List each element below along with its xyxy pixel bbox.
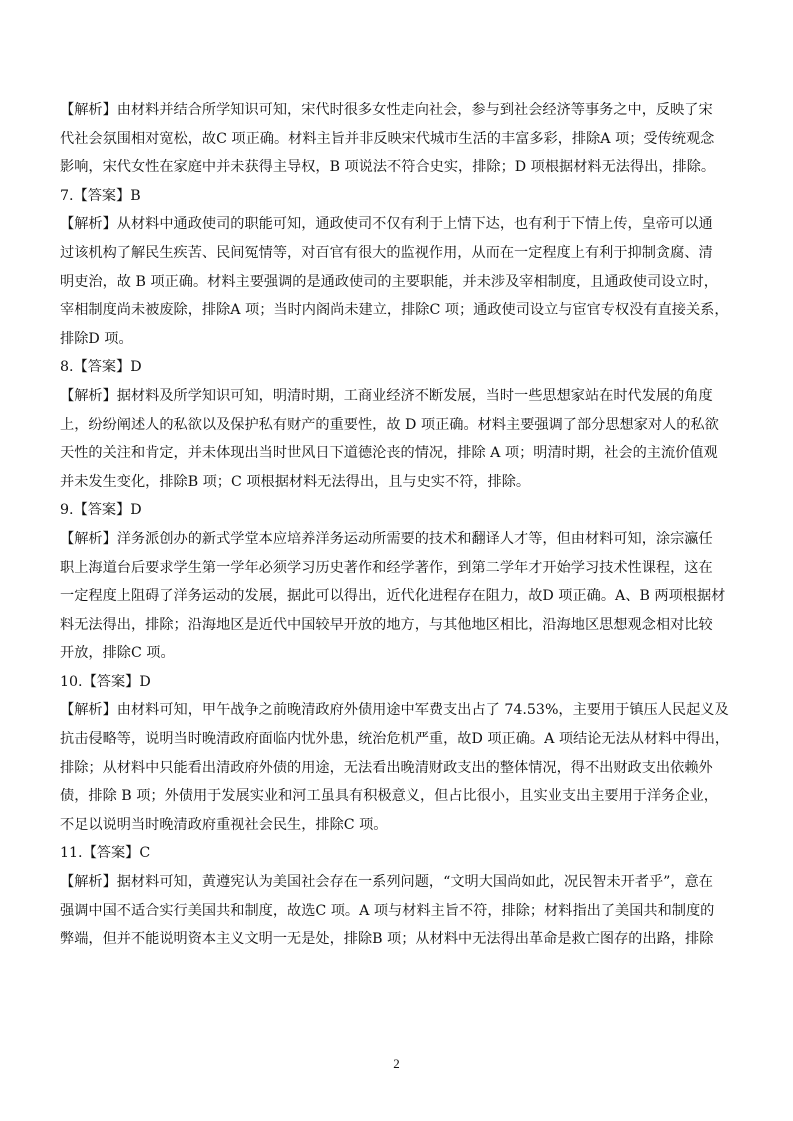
answer-heading: 9.【答案】D: [60, 502, 142, 519]
answer-heading: 8.【答案】D: [60, 359, 142, 376]
text-line: 影响，宋代女性在家庭中并未获得主导权，B 项说法不符合史实，排除；D 项根据材料无法得出，排除。: [60, 159, 716, 176]
text-line: 【解析】从材料中通政使司的职能可知，通政使司不仅有利于上情下达，也有利于下情上传，皇帝可以通: [60, 216, 713, 233]
answer-heading: 11.【答案】C: [60, 845, 151, 862]
text-line: 料无法得出，排除；沿海地区是近代中国较早开放的地方，与其他地区相比，沿海地区思想观念相对比较: [60, 616, 713, 633]
text-line: 【解析】由材料可知，甲午战争之前晚清政府外债用途中军费支出占了 74.53%，主要用于镇压人民起义及: [60, 702, 729, 719]
text-line: 【解析】洋务派创办的新式学堂本应培养洋务运动所需要的技术和翻译人才等，但由材料可知，涂宗瀛任: [60, 530, 713, 547]
text-line: 开放，排除C 项。: [60, 645, 175, 662]
text-line: 排除D 项。: [60, 330, 133, 347]
text-line: 一定程度上阻碍了洋务运动的发展，据此可以得出，近代化进程存在阻力，故D 项正确。A、B 两项根据材: [60, 588, 726, 605]
text-line: 上，纷纷阐述人的私欲以及保护私有财产的重要性，故 D 项正确。材料主要强调了部分思想家对人的私欲: [60, 416, 719, 433]
text-line: 职上海道台后要求学生第一学年必须学习历史著作和经学著作，到第二学年才开始学习技术性课程，这在: [60, 559, 713, 576]
text-line: 代社会氛围相对宽松，故C 项正确。材料主旨并非反映宋代城市生活的丰富多彩，排除A 项；受传统观念: [60, 130, 715, 147]
text-line: 天性的关注和肯定，并未体现出当时世风日下道德沦丧的情况，排除 A 项；明清时期，社会的主流价值观: [60, 445, 718, 462]
document-body: [60, 96, 730, 954]
answer-heading: 10.【答案】D: [60, 673, 151, 690]
text-line: 明吏治，故 B 项正确。材料主要强调的是通政使司的主要职能，并未涉及宰相制度，且通政使司设立时，: [60, 273, 718, 290]
text-line: 强调中国不适合实行美国共和制度，故选C 项。A 项与材料主旨不符，排除；材料指出了美国共和制度的: [60, 902, 715, 919]
text-line: 并未发生变化，排除B 项；C 项根据材料无法得出，且与史实不符，排除。: [60, 473, 531, 490]
text-line: 过该机构了解民生疾苦、民间冤情等，对百官有很大的监视作用，从而在一定程度上有利于抑制贪腐、清: [60, 244, 713, 261]
text-line: 【解析】据材料可知，黄遵宪认为美国社会存在一系列问题，“文明大国尚如此，况民智未开者乎”，意在: [60, 874, 713, 891]
text-line: 债，排除 B 项；外债用于发展实业和河工虽具有积极意义，但占比很小，且实业支出主要用于洋务企业，: [60, 788, 718, 805]
text-line: 抗击侵略等，说明当时晚清政府面临内忧外患，统治危机严重，故D 项正确。A 项结论无法从材料中得出，: [60, 731, 730, 748]
page-number: 2: [393, 1056, 400, 1071]
text-line: 不足以说明当时晚清政府重视社会民生，排除C 项。: [60, 816, 388, 833]
text-line: 宰相制度尚未被废除，排除A 项；当时内阁尚未建立，排除C 项；通政使司设立与宦官专权没有直接关系，: [60, 302, 729, 319]
text-line: 【解析】据材料及所学知识可知，明清时期，工商业经济不断发展，当时一些思想家站在时代发展的角度: [60, 387, 713, 404]
text-line: 弊端，但并不能说明资本主义文明一无是处，排除B 项；从材料中无法得出革命是救亡图存的出路，排除: [60, 931, 714, 948]
text-line: 排除；从材料中只能看出清政府外债的用途，无法看出晚清财政支出的整体情况，得不出财政支出依赖外: [60, 759, 713, 776]
answer-heading: 7.【答案】B: [60, 187, 141, 204]
text-line: 【解析】由材料并结合所学知识可知，宋代时很多女性走向社会，参与到社会经济等事务之中，反映了宋: [60, 102, 713, 118]
